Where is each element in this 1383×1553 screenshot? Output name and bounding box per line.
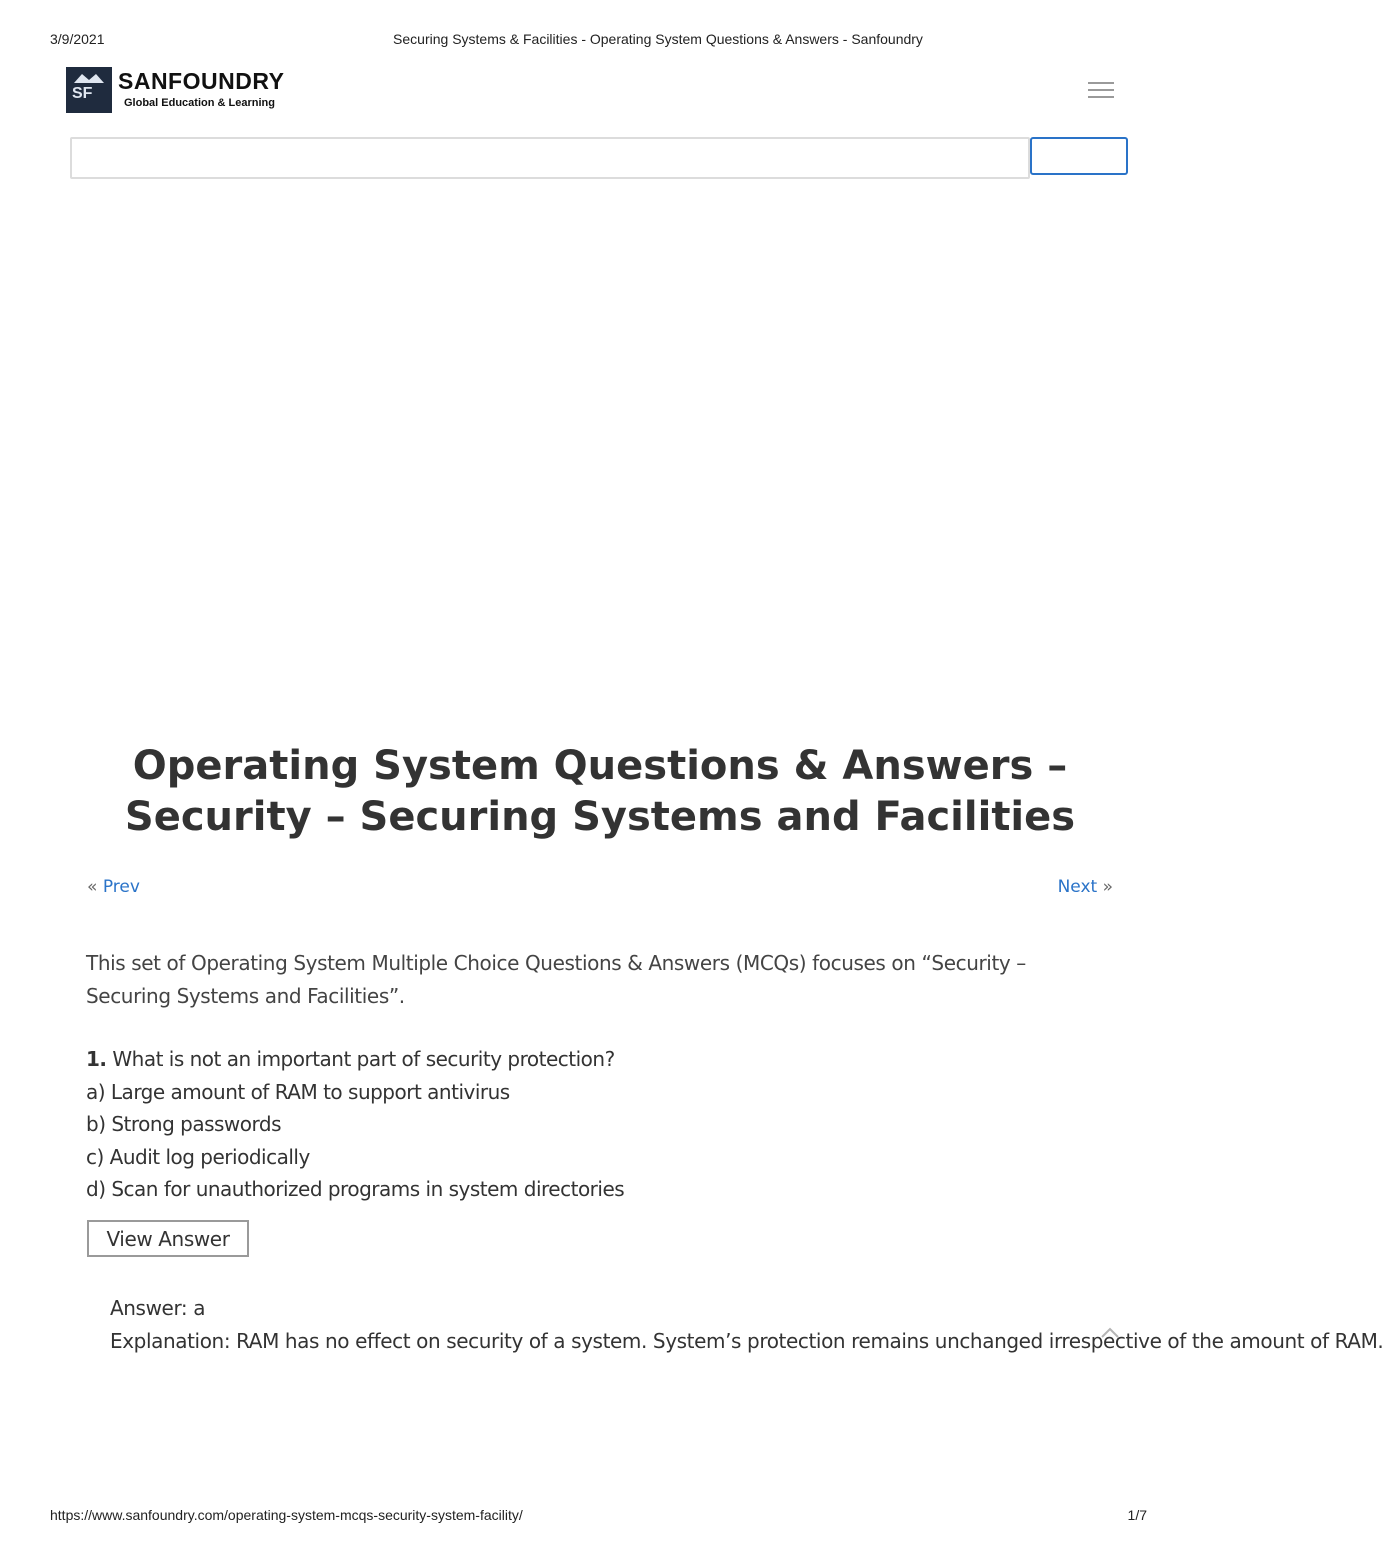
page-title-line-1: Operating System Questions & Answers –	[132, 743, 1068, 789]
open-book-icon	[72, 71, 106, 85]
next-label: Next	[1057, 877, 1098, 897]
logo-mark-text: SF	[72, 85, 93, 102]
print-url: https://www.sanfoundry.com/operating-system-mcqs-security-system-facility/	[50, 1507, 523, 1523]
question-1	[86, 1043, 1116, 1206]
option-c: c) Audit log periodically	[86, 1144, 310, 1169]
answer-text: Answer: a	[110, 1296, 206, 1320]
question-text: What is not an important part of security protection?	[112, 1047, 615, 1071]
next-link[interactable]	[1058, 877, 1113, 897]
view-answer-button[interactable]: View Answer	[87, 1220, 249, 1257]
print-date: 3/9/2021	[50, 31, 105, 47]
page-title	[100, 741, 1100, 843]
hamburger-menu-icon[interactable]	[1088, 82, 1114, 98]
chevron-up-icon[interactable]	[1099, 1325, 1121, 1341]
site-logo[interactable]	[66, 67, 326, 115]
search-button[interactable]	[1030, 137, 1128, 175]
prev-link[interactable]	[87, 877, 140, 897]
question-number: 1.	[86, 1047, 107, 1071]
next-arrow-icon: »	[1102, 877, 1113, 897]
prev-label: Prev	[102, 877, 140, 897]
logo-name: SANFOUNDRY	[118, 68, 285, 94]
answer-box	[110, 1292, 1383, 1364]
intro-paragraph: This set of Operating System Multiple Choice Questions & Answers (MCQs) focuses on “Security – Securing Systems and Facilities”.	[86, 951, 1026, 1008]
print-document-title: Securing Systems & Facilities - Operating System Questions & Answers - Sanfoundry	[393, 31, 923, 47]
prev-arrow-icon: «	[87, 877, 98, 897]
logo-mark-icon	[66, 67, 112, 113]
option-b: b) Strong passwords	[86, 1112, 282, 1136]
logo-tagline: Global Education & Learning	[124, 97, 275, 109]
search-input[interactable]	[70, 137, 1030, 179]
print-page-number: 1/7	[1127, 1507, 1147, 1523]
option-a: a) Large amount of RAM to support antivirus	[86, 1079, 510, 1104]
option-d: d) Scan for unauthorized programs in system directories	[86, 1177, 625, 1201]
question-text-line	[86, 1043, 1116, 1076]
explanation-text: Explanation: RAM has no effect on security of a system. System’s protection remains unchanged irrespective of the amount of RAM.	[110, 1329, 1383, 1353]
page-title-line-2: Security – Securing Systems and Facilities	[124, 794, 1076, 840]
